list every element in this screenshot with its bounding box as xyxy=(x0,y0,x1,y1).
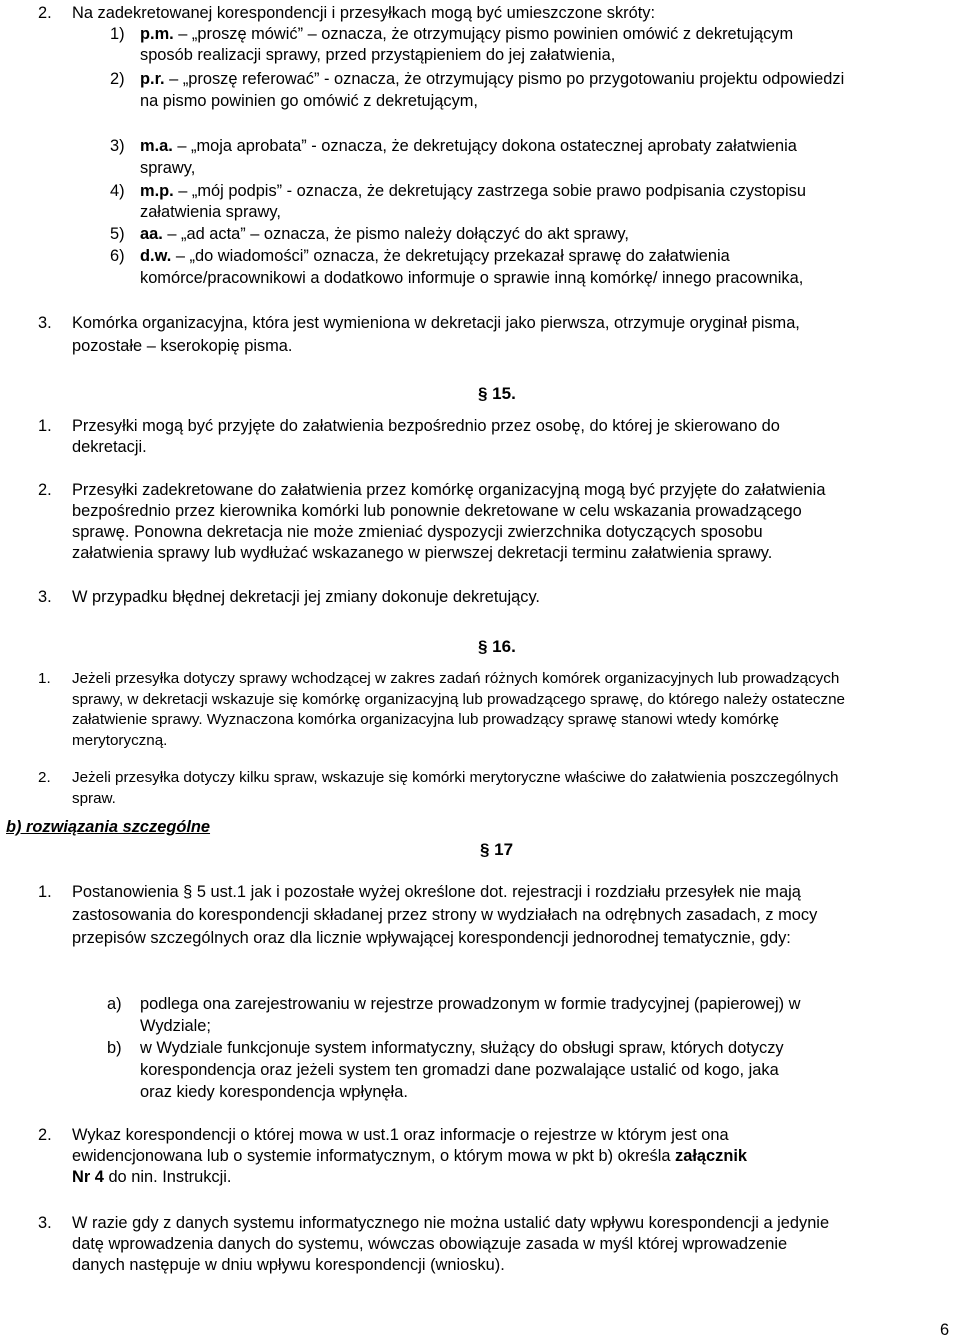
paragraph-line: Wydziale; xyxy=(140,1017,211,1035)
abbr-line xyxy=(140,246,730,267)
paragraph-line: W razie gdy z danych systemu informatycznego nie można ustalić daty wpływu korespondencji a jedynie xyxy=(72,1214,830,1232)
sub-item-number: a) xyxy=(107,995,122,1013)
paragraph-line: sprawę. Ponowna dekretacja nie może zmieniać dyspozycji zwierzchnika dotyczących sposobu xyxy=(72,523,763,541)
abbr-line xyxy=(140,69,844,90)
abbr-code: aa. xyxy=(140,225,163,243)
abbr-line: sprawy, xyxy=(140,159,196,177)
paragraph-line: Wykaz korespondencji o której mowa w ust.1 oraz informacje o rejestrze w którym jest ona xyxy=(72,1126,729,1144)
paragraph-line: spraw. xyxy=(72,790,116,807)
paragraph-line: merytoryczną. xyxy=(72,732,168,749)
abbr-line: sposób realizacji sprawy, przed przystąpieniem do jej załatwienia, xyxy=(140,46,616,64)
paragraph-line: bezpośrednio przez kierownika komórki lub ponownie dekretowane w celu wskazania prowadzącego xyxy=(72,502,802,520)
page-number: 6 xyxy=(940,1321,950,1339)
section-heading: § 15. xyxy=(478,384,516,403)
paragraph-line: Na zadekretowanej korespondencji i przesyłkach mogą być umieszczone skróty: xyxy=(72,4,656,22)
item-number: 2. xyxy=(38,4,52,22)
abbr-desc: – „ad acta” – oznacza, że pismo należy dołączyć do akt sprawy, xyxy=(162,225,629,243)
item-number: 2. xyxy=(38,1126,52,1144)
abbr-number: 4) xyxy=(110,182,125,200)
paragraph-line: Jeżeli przesyłka dotyczy sprawy wchodzącej w zakres zadań różnych komórek organizacyjnych lub prowadzących xyxy=(72,670,840,687)
abbr-code: p.r. xyxy=(140,70,165,88)
abbr-line: na pismo powinien go omówić z dekretującym, xyxy=(140,92,478,110)
text-run: do nin. Instrukcji. xyxy=(103,1168,232,1186)
paragraph-line: Przesyłki zadekretowane do załatwienia przez komórkę organizacyjną mogą być przyjęte do załatwienia xyxy=(72,481,826,499)
abbr-line xyxy=(140,181,806,202)
abbr-line xyxy=(140,136,797,157)
item-number: 1. xyxy=(38,883,52,901)
item-number: 2. xyxy=(38,481,52,499)
abbr-number: 5) xyxy=(110,225,125,243)
item-number: 3. xyxy=(38,588,52,606)
paragraph-line: oraz kiedy korespondencja wpłynęła. xyxy=(140,1083,408,1101)
paragraph-line xyxy=(72,1146,747,1167)
paragraph-line: załatwienia sprawy lub wydłużać wskazanego w pierwszej dekretacji terminu załatwienia sprawy. xyxy=(72,544,773,562)
item-number: 3. xyxy=(38,314,52,332)
paragraph-line: Jeżeli przesyłka dotyczy kilku spraw, wskazuje się komórki merytoryczne właściwe do załatwienia poszczególnych xyxy=(72,769,839,786)
abbr-line: załatwienia sprawy, xyxy=(140,203,281,221)
paragraph-line xyxy=(72,1167,231,1188)
abbr-number: 3) xyxy=(110,137,125,155)
abbr-line: komórce/pracownikowi a dodatkowo informuje o sprawie inną komórkę/ innego pracownika, xyxy=(140,269,804,287)
paragraph-line: dekretacji. xyxy=(72,438,147,456)
paragraph-line: pozostałe – kserokopię pisma. xyxy=(72,337,293,355)
attachment-ref: Nr 4 xyxy=(72,1168,104,1186)
section-heading: § 17 xyxy=(480,840,514,859)
paragraph-line: w Wydziale funkcjonuje system informatyczny, służący do obsługi spraw, których dotyczy xyxy=(140,1039,784,1057)
abbr-line xyxy=(140,24,793,45)
abbr-number: 6) xyxy=(110,247,125,265)
abbr-number: 1) xyxy=(110,25,125,43)
paragraph-line: zastosowania do korespondencji składanej przez strony w wydziałach na odrębnych zasadach, z mocy xyxy=(72,906,818,924)
abbr-desc: – „moja aprobata” - oznacza, że dekretujący dokona ostatecznej aprobaty załatwienia xyxy=(172,137,797,155)
abbr-code: m.a. xyxy=(140,137,173,155)
abbr-desc: – „do wiadomości” oznacza, że dekretujący przekazał sprawę do załatwienia xyxy=(171,247,730,265)
paragraph-line: datę wprowadzenia danych do systemu, wówczas obowiązuje zasada w myśl której wprowadzenie xyxy=(72,1235,788,1253)
section-heading: § 16. xyxy=(478,637,516,656)
paragraph-line: Przesyłki mogą być przyjęte do załatwienia bezpośrednio przez osobę, do której je skierowano do xyxy=(72,417,780,435)
abbr-line xyxy=(140,224,629,245)
paragraph-line: danych następuje w dniu wpływu korespondencji (wniosku). xyxy=(72,1256,505,1274)
paragraph-line: przepisów szczególnych oraz dla licznie wpływającej korespondencji jednorodnej tematycznie, gdy: xyxy=(72,929,791,947)
paragraph-line: Komórka organizacyjna, która jest wymieniona w dekretacji jako pierwsza, otrzymuje oryginał pisma, xyxy=(72,314,800,332)
abbr-desc: – „mój podpis” - oznacza, że dekretujący zastrzega sobie prawo podpisania czystopisu xyxy=(173,182,806,200)
text-run: ewidencjonowana lub o systemie informatycznym, o którym mowa w pkt b) określa xyxy=(72,1147,676,1165)
paragraph-line: korespondencja oraz jeżeli system ten gromadzi dane pozwalające ustalić od kogo, jaka xyxy=(140,1061,779,1079)
abbr-code: m.p. xyxy=(140,182,174,200)
abbr-desc: – „proszę referować” - oznacza, że otrzymujący pismo po przygotowaniu projektu odpowiedzi xyxy=(164,70,845,88)
item-number: 2. xyxy=(38,769,51,786)
subsection-heading: b) rozwiązania szczególne xyxy=(6,818,211,836)
abbr-code: p.m. xyxy=(140,25,174,43)
paragraph-line: załatwienie sprawy. Wyznaczona komórka organizacyjna lub prowadzący sprawę stanowi wtedy komórkę xyxy=(72,711,779,728)
abbr-number: 2) xyxy=(110,70,125,88)
paragraph-line: Postanowienia § 5 ust.1 jak i pozostałe wyżej określone dot. rejestracji i rozdziału przesyłek nie mają xyxy=(72,883,801,901)
attachment-ref: załącznik xyxy=(675,1147,748,1165)
paragraph-line: podlega ona zarejestrowaniu w rejestrze prowadzonym w formie tradycyjnej (papierowej) w xyxy=(140,995,801,1013)
item-number: 1. xyxy=(38,417,52,435)
paragraph-line: W przypadku błędnej dekretacji jej zmiany dokonuje dekretujący. xyxy=(72,588,540,606)
paragraph-line: sprawy, w dekretacji wskazuje się komórkę organizacyjną lub prowadzącego sprawę, do którego należy ostateczne xyxy=(72,691,845,708)
item-number: 3. xyxy=(38,1214,52,1232)
sub-item-number: b) xyxy=(107,1039,122,1057)
abbr-desc: – „proszę mówić” – oznacza, że otrzymujący pismo powinien omówić z dekretującym xyxy=(173,25,794,43)
abbr-code: d.w. xyxy=(140,247,172,265)
item-number: 1. xyxy=(38,670,51,687)
